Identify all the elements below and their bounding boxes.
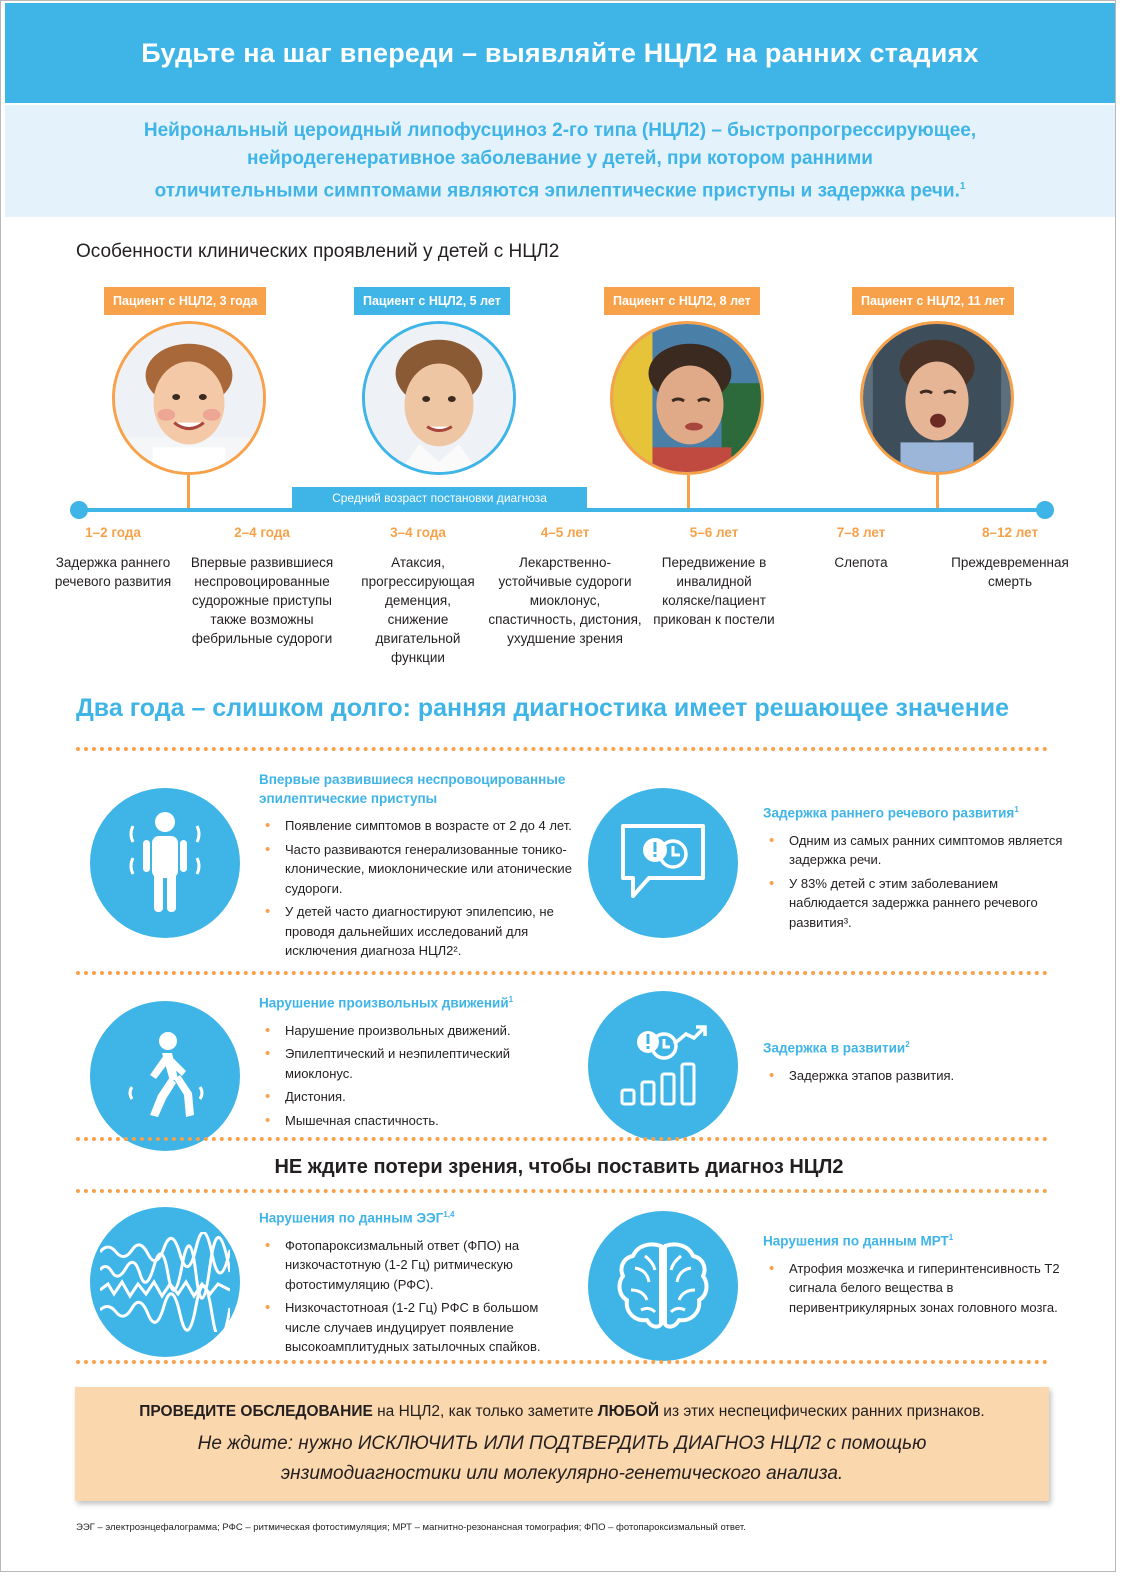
cta-line-2: Не ждите: нужно ИСКЛЮЧИТЬ ИЛИ ПОДТВЕРДИТЬ ДИАГНОЗ НЦЛ2 с помощью энзимодиагностики или молекулярно-генетического анализа. — [197, 1433, 927, 1484]
seizures-block — [259, 770, 589, 965]
list-item: • Часто развиваются генерализованные тонико-клонические, миоклонические или атонические судороги. — [259, 840, 589, 899]
development-chart-icon — [588, 991, 738, 1141]
list-item: • Нарушение произвольных движений. — [259, 1021, 559, 1041]
stem-11y — [936, 475, 939, 509]
stage-age: 5–6 лет — [689, 525, 739, 540]
timeline-stage — [935, 525, 1085, 591]
stage-age: 4–5 лет — [540, 525, 590, 540]
list-item: • Одним из самых ранних симптомов является задержка речи. — [763, 831, 1063, 870]
stem-3y — [187, 475, 190, 509]
patient-tag-8y: Пациент с НЦЛ2, 8 лет — [604, 287, 760, 315]
list-item: • Дистония. — [259, 1087, 559, 1107]
movement-list — [259, 1021, 559, 1131]
clock-speech-bubble-icon — [588, 788, 738, 938]
clinical-section-title: Особенности клинических проявлений у детей с НЦЛ2 — [76, 241, 560, 262]
stage-description: Передвижение в инвалидной коляске/пациент прикован к постели — [653, 555, 775, 627]
timeline-stage — [38, 525, 188, 591]
timeline-stage — [187, 525, 337, 648]
speech-list — [763, 831, 1063, 933]
dotted-divider — [76, 1137, 1048, 1141]
speech-title: Задержка раннего речевого развития$^1$ — [763, 805, 1019, 821]
timeline-stage — [343, 525, 493, 667]
stage-description: Атаксия, прогрессирующая деменция, снижение двигательной функции — [361, 555, 475, 665]
list-item: • Мышечная спастичность. — [259, 1111, 559, 1131]
timeline-stage — [786, 525, 936, 572]
patient-photo-8y — [610, 321, 764, 475]
seizures-title: Впервые развившиеся неспровоцированные эпилептические приступы — [259, 772, 566, 806]
eeg-title: Нарушения по данным ЭЭГ$^{1,4}$ — [259, 1210, 455, 1226]
stage-description: Впервые развившиеся неспровоцированные судорожные приступы также возможны фебрильные судороги — [190, 555, 334, 646]
intro-line-2: нейродегенеративное заболевание у детей, при котором ранними — [247, 147, 873, 169]
stage-age: 7–8 лет — [836, 525, 886, 540]
patient-tag-3y: Пациент с НЦЛ2, 3 года — [104, 287, 266, 315]
movement-block — [259, 990, 559, 1134]
call-to-action-box — [75, 1387, 1049, 1501]
cta-line-1: ПРОВЕДИТЕ ОБСЛЕДОВАНИЕ на НЦЛ2, как только заметите ЛЮБОЙ из этих неспецифических ранних признаков. — [139, 1403, 985, 1420]
speech-block — [763, 800, 1063, 936]
eeg-waves-icon — [90, 1207, 240, 1357]
patient-photo-5y — [362, 321, 516, 475]
page-title: Будьте на шаг впереди – выявляйте НЦЛ2 на ранних стадиях — [141, 37, 979, 68]
stage-age: 3–4 года — [390, 525, 446, 540]
intro-ref: 1 — [959, 180, 966, 192]
seizures-list — [259, 816, 589, 961]
early-diagnosis-heading: Два года – слишком долго: ранняя диагностика имеет решающее значение — [76, 694, 1010, 722]
stage-description: Преждевременная смерть — [951, 555, 1069, 589]
patient-tag-5y: Пациент с НЦЛ2, 5 лет — [354, 287, 510, 315]
standing-person-icon — [90, 788, 240, 938]
stage-description: Слепота — [834, 555, 888, 570]
stage-description: Задержка раннего речевого развития — [54, 555, 172, 589]
timeline-start-dot — [70, 501, 88, 519]
list-item: • У детей часто диагностируют эпилепсию, не проводя дальнейших исследований для исключения диагноза НЦЛ2². — [259, 902, 589, 961]
intro-text — [144, 117, 976, 205]
list-item: • Появление симптомов в возрасте от 2 до 4 лет. — [259, 816, 589, 836]
stage-age: 2–4 года — [234, 525, 290, 540]
abbreviations-footnote: ЭЭГ – электроэнцефалограмма; РФС – ритмическая фотостимуляция; МРТ – магнитно-резонансная томография; ФПО – фотопароксизмальный ответ. — [76, 1522, 746, 1533]
intro-line-1: Нейрональный цероидный липофусциноз 2-го типа (НЦЛ2) – быстропрогрессирующее, — [143, 119, 977, 141]
stem-8y — [687, 475, 690, 509]
mri-block — [763, 1228, 1063, 1321]
brain-icon — [588, 1211, 738, 1361]
diagnosis-age-bar: Средний возраст постановки диагноза — [292, 487, 587, 509]
development-title: Задержка в развитии$^2$ — [763, 1040, 910, 1056]
patient-tag-11y: Пациент с НЦЛ2, 11 лет — [852, 287, 1014, 315]
eeg-list — [259, 1236, 559, 1357]
walking-person-icon — [90, 1001, 240, 1151]
dotted-divider — [76, 1189, 1048, 1193]
list-item: • У 83% детей с этим заболеванием наблюдается задержка раннего речевого развития³. — [763, 874, 1063, 933]
stage-description: Лекарственно-устойчивые судороги миоклонус, спастичность, дистония, ухудшение зрения — [488, 555, 642, 646]
patient-photo-3y — [112, 321, 266, 475]
movement-title: Нарушение произвольных движений$^1$ — [259, 995, 514, 1011]
intro-line-3: отличительными симптомами являются эпилептические приступы и задержка речи. — [154, 180, 960, 202]
timeline-stage — [485, 525, 645, 648]
dotted-divider — [76, 747, 1048, 751]
list-item: • Задержка этапов развития. — [763, 1066, 1063, 1086]
eeg-block — [259, 1205, 559, 1361]
timeline-end-dot — [1036, 501, 1054, 519]
development-list — [763, 1066, 1063, 1086]
list-item: • Атрофия мозжечка и гиперинтенсивность Т2 сигнала белого вещества в перивентрикулярных зонах головного мозга. — [763, 1259, 1063, 1318]
header-banner — [5, 3, 1115, 103]
list-item: • Эпилептический и неэпилептический миоклонус. — [259, 1044, 559, 1083]
list-item: • Фотопароксизмальный ответ (ФПО) на низкочастотную (1-2 Гц) ритмическую фотостимуляцию (РФС). — [259, 1236, 559, 1295]
timeline-stage — [639, 525, 789, 629]
dotted-divider — [76, 1360, 1048, 1364]
patient-photo-11y — [860, 321, 1014, 475]
stage-age: 1–2 года — [85, 525, 141, 540]
dotted-divider — [76, 971, 1048, 975]
mri-list — [763, 1259, 1063, 1318]
mri-title: Нарушения по данным МРТ$^1$ — [763, 1233, 954, 1249]
intro-panel — [5, 105, 1115, 217]
development-block — [763, 1035, 1063, 1089]
vision-loss-heading: НЕ ждите потери зрения, чтобы поставить диагноз НЦЛ2 — [274, 1156, 844, 1178]
stage-age: 8–12 лет — [981, 525, 1039, 540]
list-item: • Низкочастотноая (1-2 Гц) РФС в большом числе случаев индуцирует появление высокоамплитудных затылочных спайков. — [259, 1298, 559, 1357]
